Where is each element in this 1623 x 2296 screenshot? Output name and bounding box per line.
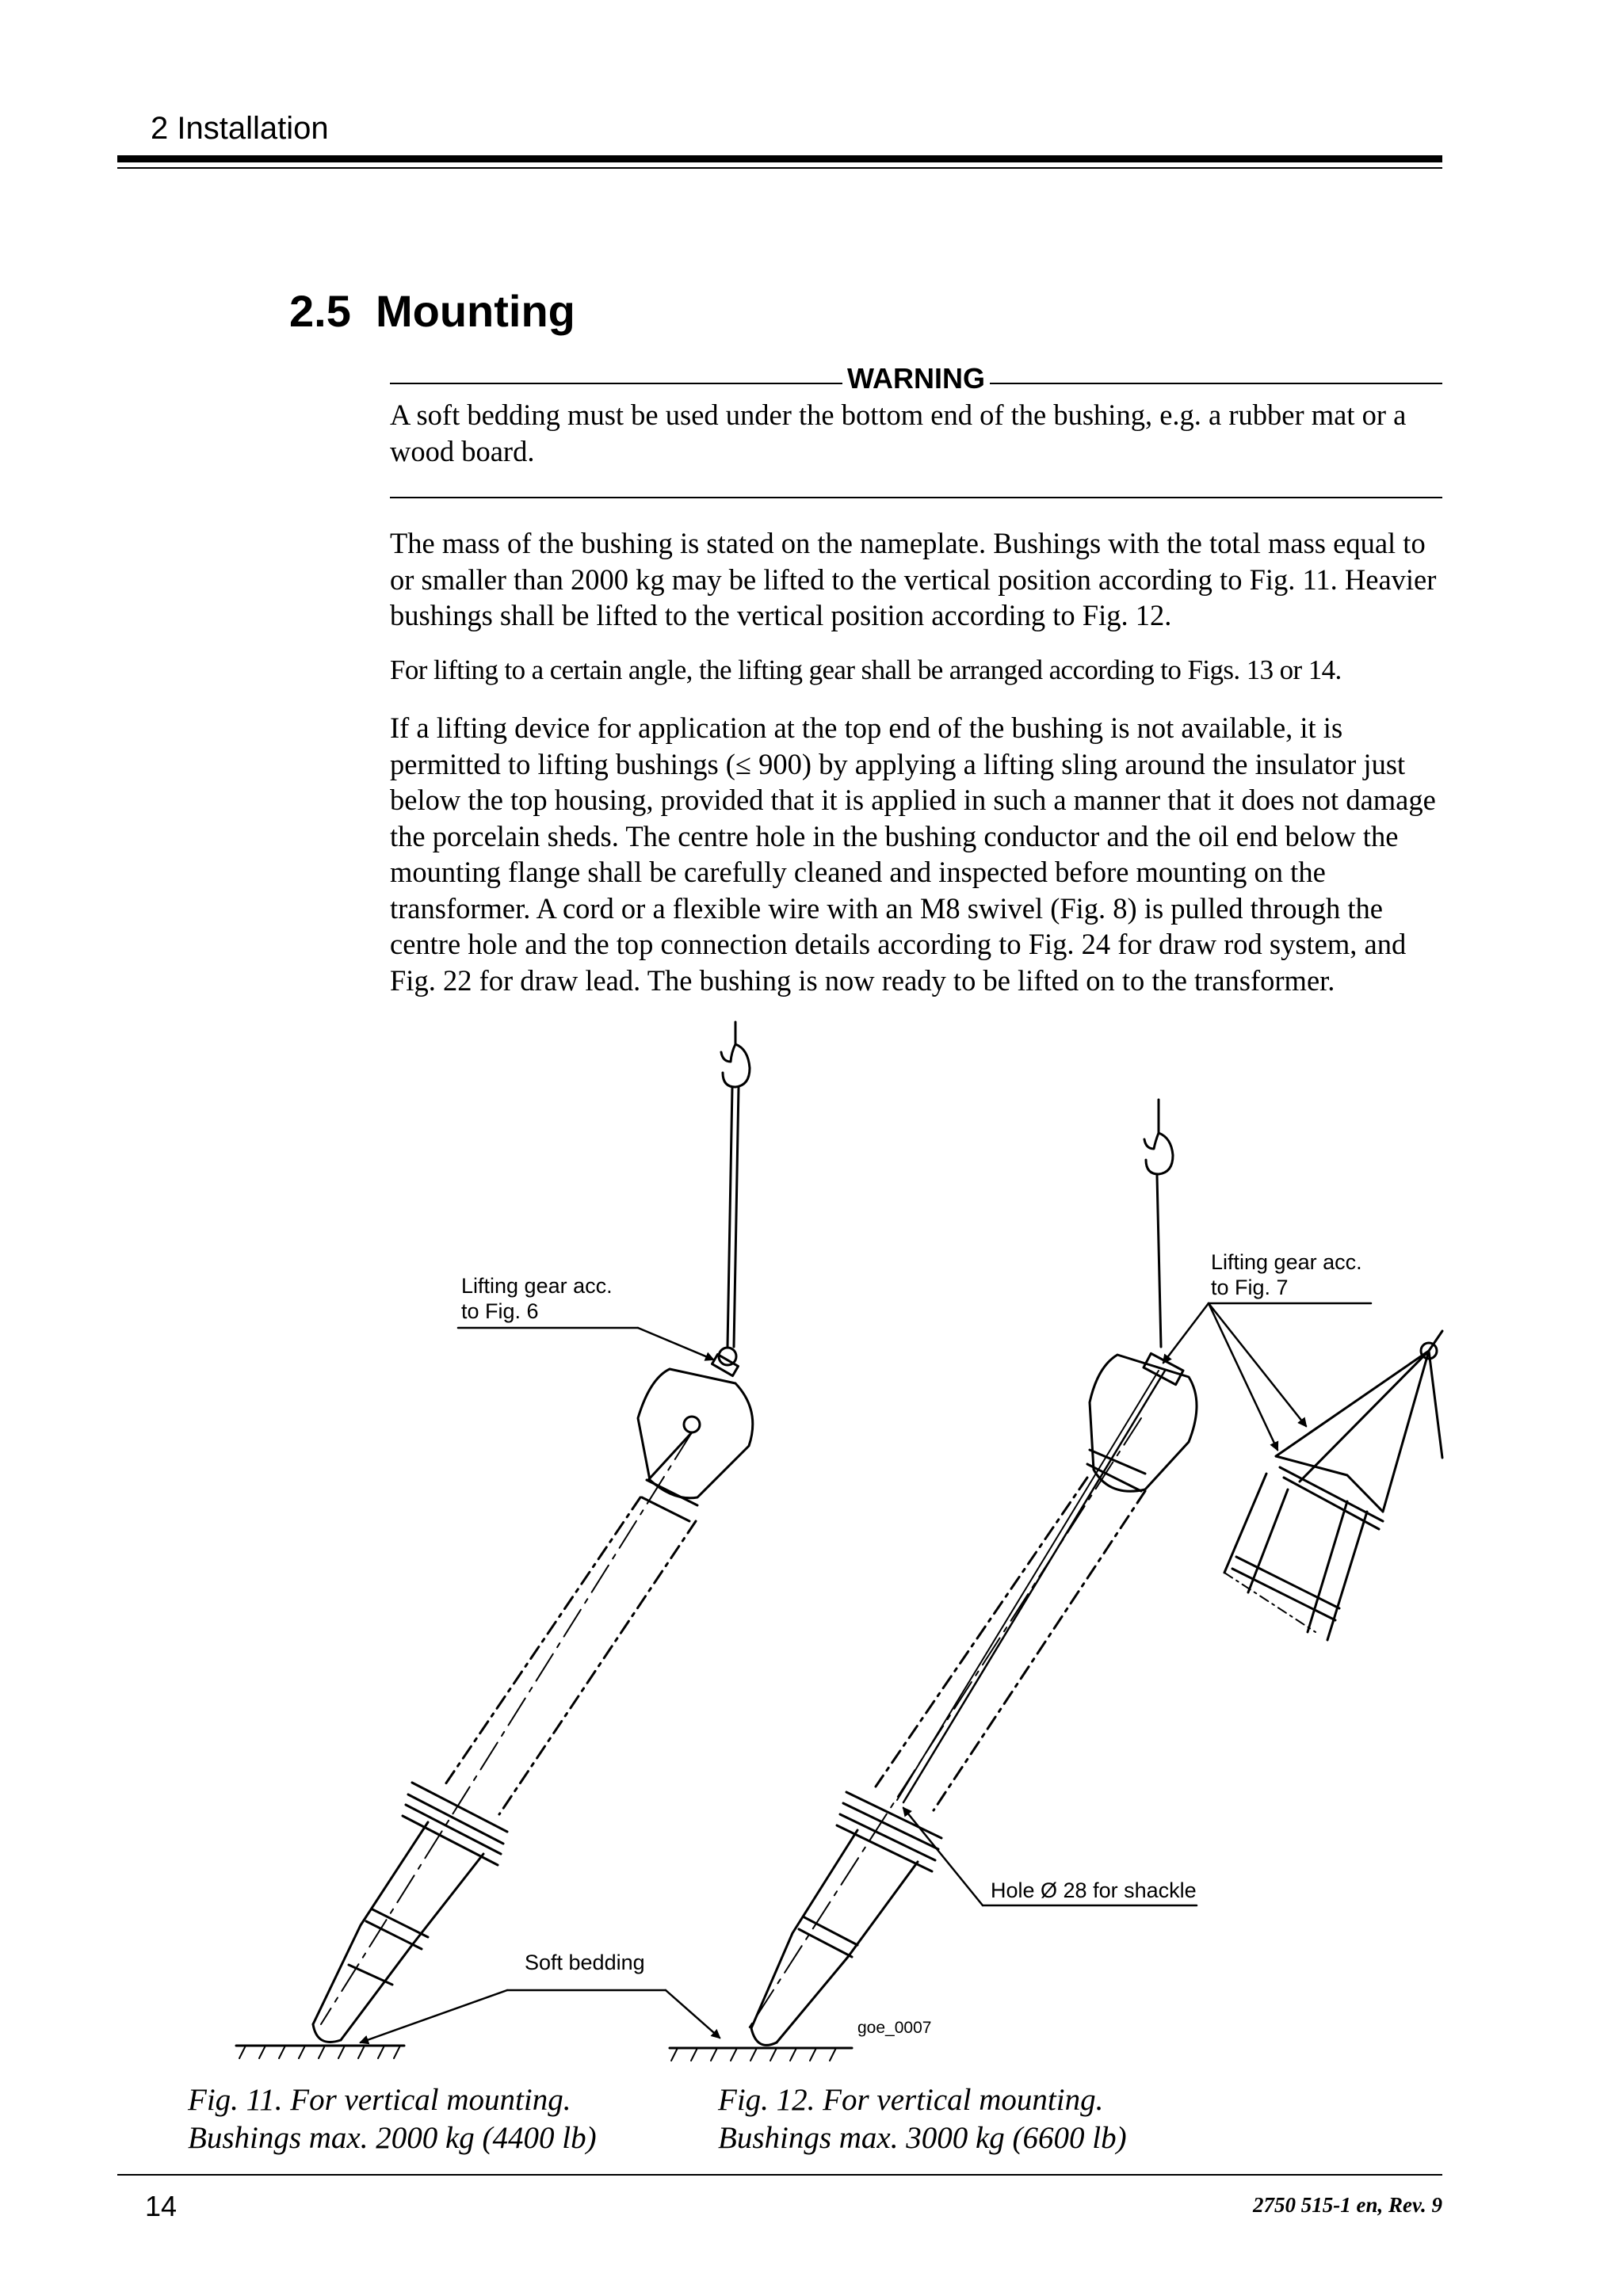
label-lifting-gear-fig7-line1: Lifting gear acc. <box>1211 1250 1362 1274</box>
label-hole-shackle: Hole Ø 28 for shackle <box>991 1878 1197 1902</box>
fig11-bushing-drawing <box>236 1022 753 2058</box>
page-number: 14 <box>145 2190 178 2222</box>
label-lifting-gear-fig6-line1: Lifting gear acc. <box>461 1274 613 1298</box>
caption-fig12-line1: Fig. 12. For vertical mounting. <box>718 2083 1104 2117</box>
warning-label: WARNING <box>847 362 985 395</box>
caption-fig11-line2: Bushings max. 2000 kg (4400 lb) <box>188 2121 597 2155</box>
footer-rule <box>117 2174 1442 2176</box>
fig12-bushing-drawing <box>670 1100 1371 2061</box>
lifting-gear-detail-drawing <box>1224 1331 1442 1640</box>
label-lifting-gear-fig6-line2: to Fig. 6 <box>461 1299 539 1323</box>
caption-fig12 <box>718 2081 1127 2157</box>
caption-fig11-line1: Fig. 11. For vertical mounting. <box>188 2083 571 2117</box>
warning-text: A soft bedding must be used under the bottom end of the bushing, e.g. a rubber mat or a wood board. <box>390 399 1407 467</box>
caption-fig11 <box>188 2081 597 2157</box>
body-paragraph-lifting: If a lifting device for application at the top end of the bushing is not available, it is permitted to lifting bushings (≤ 900) by applying a lifting sling around the insulator just below the top housing, provided that it is applied in such a manner that it does not damage the porcelain sheds. The centre hole in the bushing conductor and the oil end below the mounting flange shall be carefully cleaned and inspected before mounting on the transformer. A cord or a flexible wire with an M8 swivel (Fig. 8) is pulled through the centre hole and the top connection details according to Fig. 24 for draw rod system, and Fig. 22 for draw lead. The bushing is now ready to be lifted on to the transformer. <box>390 711 1436 997</box>
section-title-text: 2.5 Mounting <box>289 286 575 336</box>
label-soft-bedding: Soft bedding <box>525 1951 645 1974</box>
body-paragraph-angle: For lifting to a certain angle, the lifting gear shall be arranged according to Figs. 13 or 14. <box>390 654 1342 685</box>
body-paragraph-mass: The mass of the bushing is stated on the nameplate. Bushings with the total mass equal to or smaller than 2000 kg may be lifted to the vertical position according to Fig. 11. Heavier bushings shall be lifted to the vertical position according to Fig. 12. <box>390 527 1437 631</box>
caption-fig12-line2: Bushings max. 3000 kg (6600 lb) <box>718 2121 1127 2155</box>
running-header-chapter: 2 Installation <box>151 111 329 146</box>
label-figure-code: goe_0007 <box>857 2019 932 2037</box>
label-lifting-gear-fig7-line2: to Fig. 7 <box>1211 1276 1289 1299</box>
document-id: 2750 515-1 en, Rev. 9 <box>1253 2193 1442 2217</box>
